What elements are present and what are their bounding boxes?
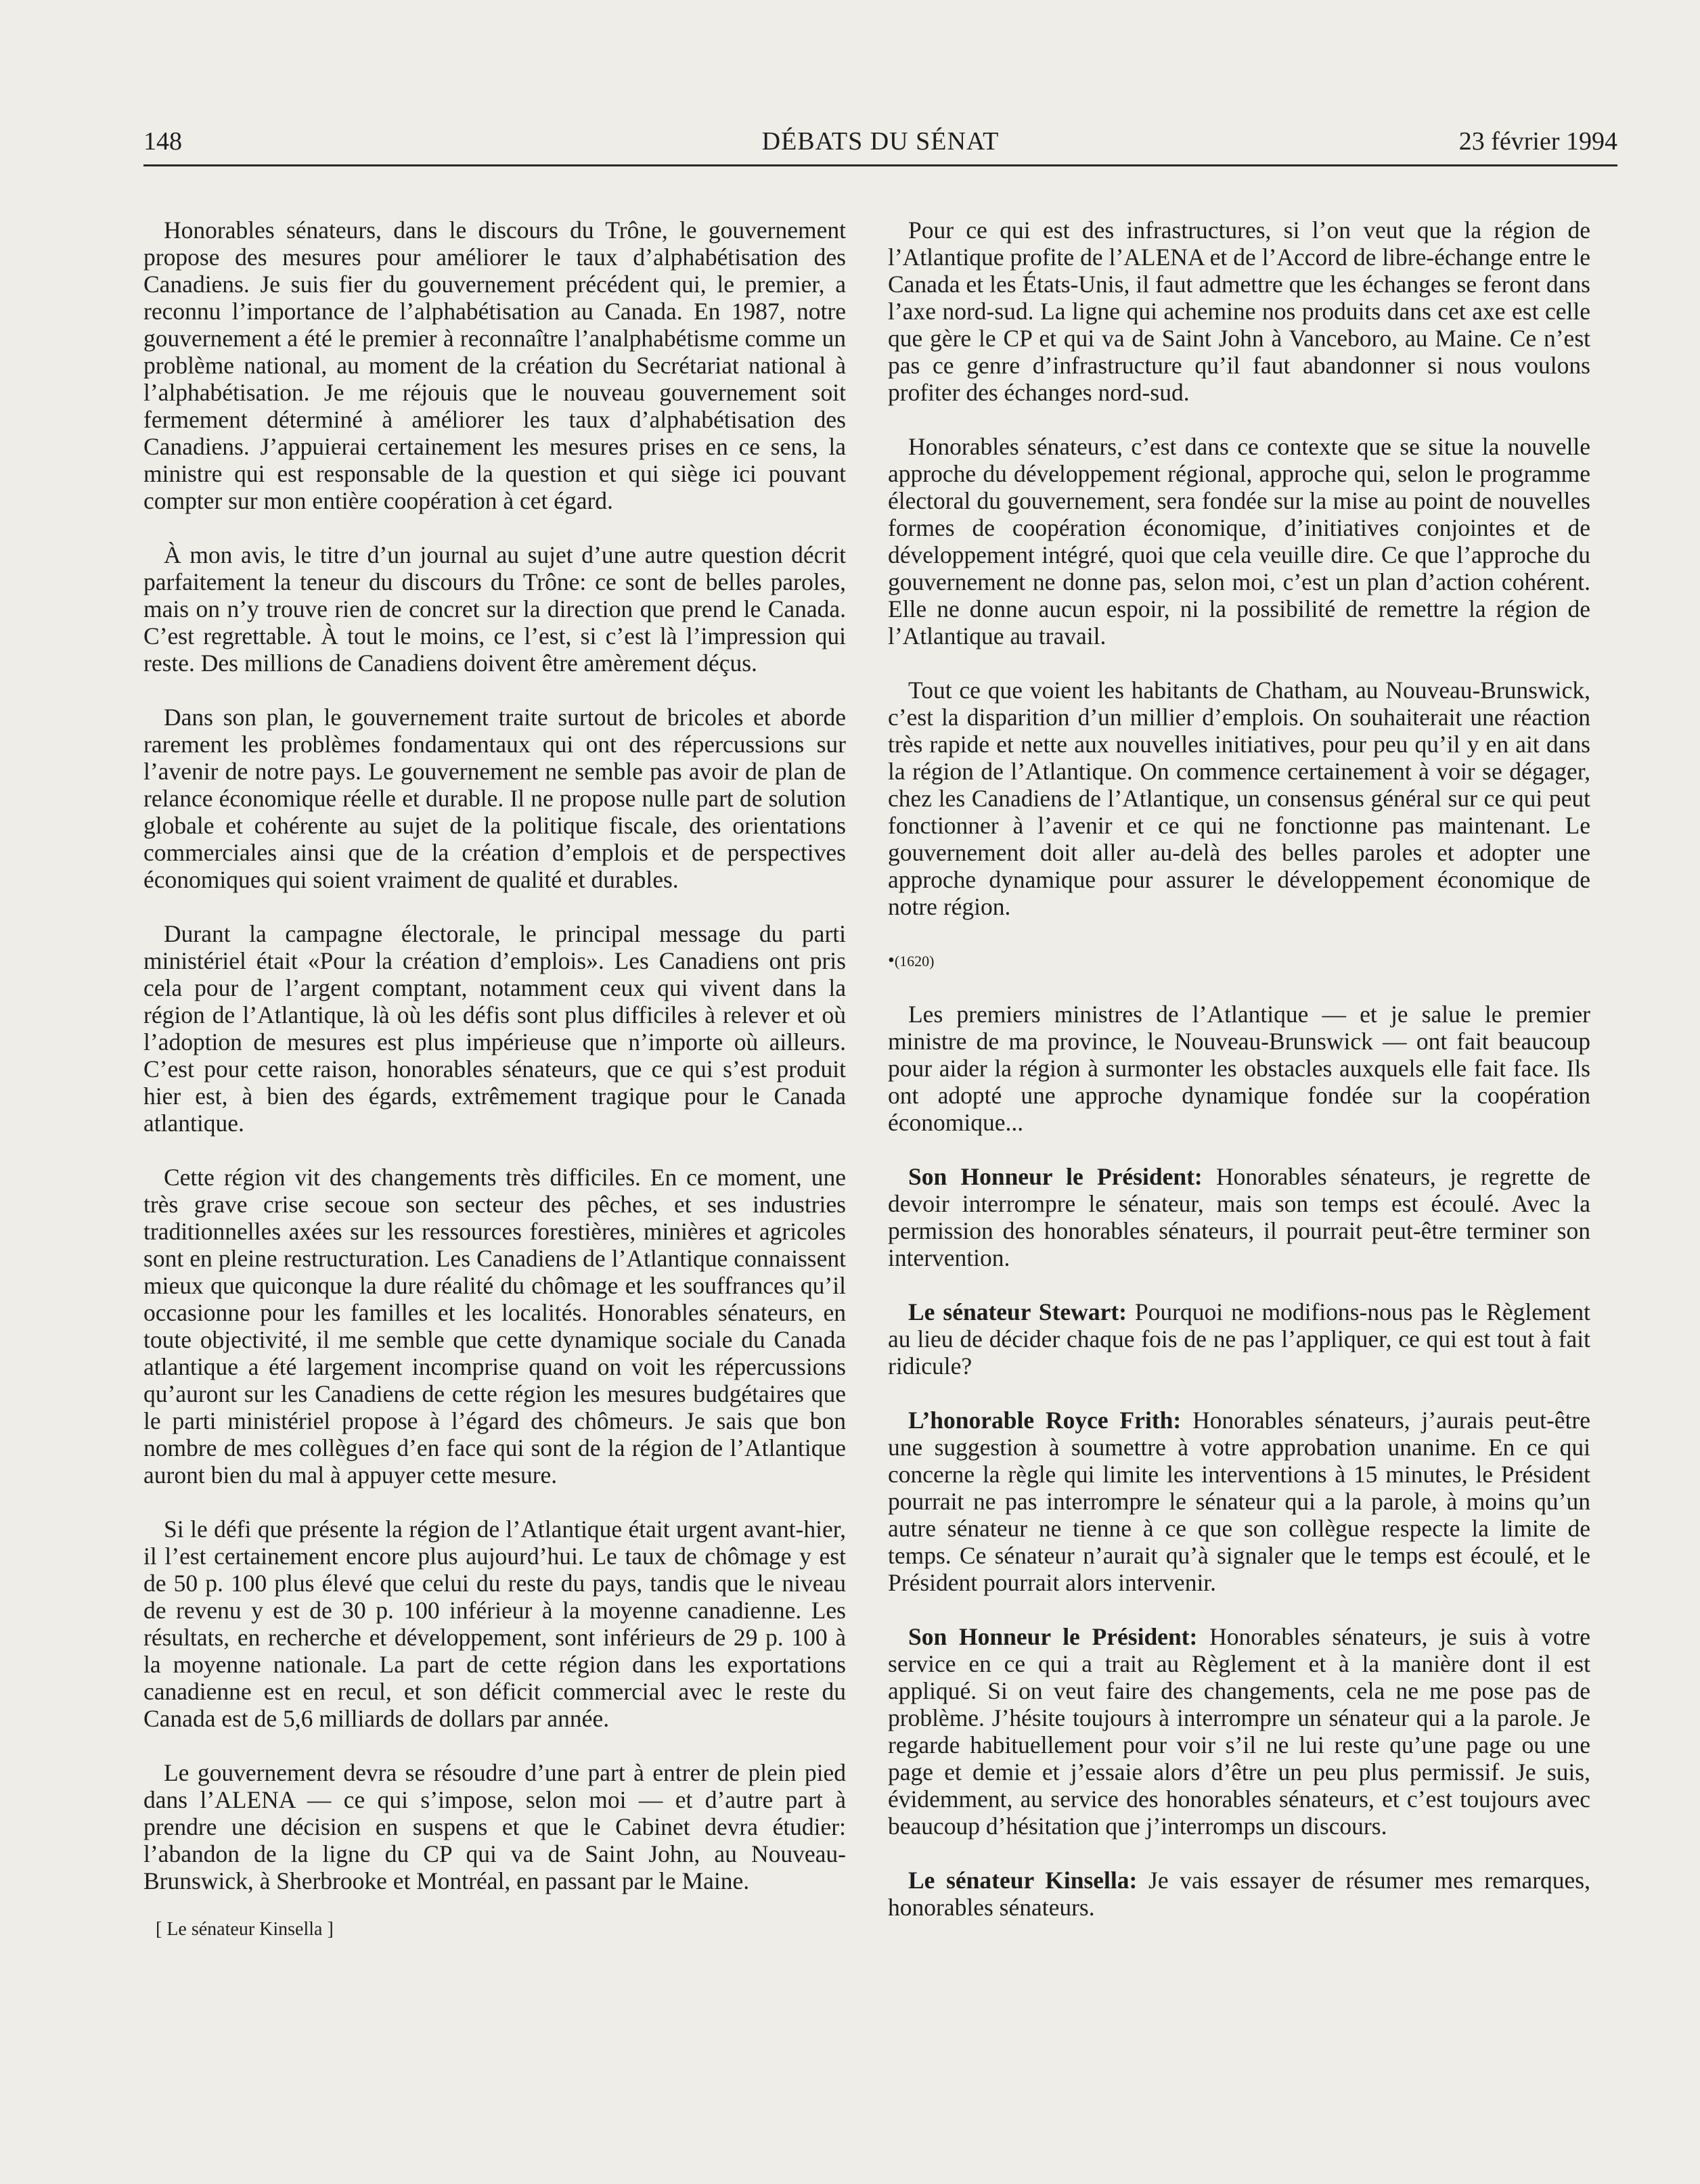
speech: [888, 1163, 1590, 1271]
bullet-icon: •: [888, 950, 895, 971]
journal-title: DÉBATS DU SÉNAT: [761, 127, 1000, 156]
speaker-name: Le sénateur Kinsella:: [908, 1867, 1138, 1894]
time-marker-label: (1620): [894, 953, 935, 970]
right-column: [888, 217, 1590, 1948]
left-column: [143, 217, 846, 1943]
time-marker: [888, 947, 1590, 975]
speech-text: Pourquoi ne modifions-nous pas le Règlement au lieu de décider chaque fois de ne pas l’appliquer, ce qui est tout à fait ridicule?: [888, 1298, 1590, 1380]
speech: [888, 1623, 1590, 1840]
paragraph: Pour ce qui est des infrastructures, si l’on veut que la région de l’Atlantique profite de l’ALENA et de l’Accord de libre-échange entre le Canada et les États-Unis, il faut admettre que les échanges se feront dans l’axe nord-sud. La ligne qui achemine nos produits dans cet axe est celle que gère le CP et qui va de Saint John à Vanceboro, au Maine. Ce n’est pas ce genre d’infrastructure qu’il faut abandonner si nous voulons profiter des échanges nord-sud.: [888, 217, 1590, 406]
speech: [888, 1407, 1590, 1596]
publication-date: 23 février 1994: [1458, 127, 1617, 156]
speech: [888, 1298, 1590, 1380]
paragraph: Dans son plan, le gouvernement traite surtout de bricoles et aborde rarement les problèmes fondamentaux qui ont des répercussions sur l’avenir de notre pays. Le gouvernement ne semble pas avoir de plan de relance économique réelle et durable. Il ne propose nulle part de solution globale et cohérente au sujet de la politique fiscale, des orientations commerciales ainsi que de la création d’emplois et de perspectives économiques qui soient vraiment de qualité et durables.: [143, 704, 846, 893]
page-number: 148: [143, 127, 182, 156]
paragraph: Les premiers ministres de l’Atlantique — et je salue le premier ministre de ma province, le Nouveau-Brunswick — ont fait beaucoup pour aider la région à surmonter les obstacles auxquels elle fait face. Ils ont adopté une approche dynamique fondée sur la coopération économique...: [888, 1001, 1590, 1136]
speaker-name: Le sénateur Stewart:: [908, 1298, 1127, 1325]
speaker-name: Son Honneur le Président:: [908, 1163, 1203, 1190]
speech-text: Je vais essayer de résumer mes remarques, honorables sénateurs.: [888, 1867, 1590, 1921]
page-header: [143, 124, 1617, 166]
paragraph: Cette région vit des changements très difficiles. En ce moment, une très grave crise secoue son secteur des pêches, et ses industries traditionnelles axées sur les ressources forestières, minières et agricoles sont en pleine restructuration. Les Canadiens de l’Atlantique connaissent mieux que quiconque la dure réalité du chômage et les souffrances qu’il occasionne pour les familles et les localités. Honorables sénateurs, en toute objectivité, il me semble que cette dynamique sociale du Canada atlantique a été largement incomprise quand on voit les répercussions qu’auront sur les Canadiens de cette région les mesures budgétaires que le parti ministériel propose à l’égard des chômeurs. Je sais que bon nombre de mes collègues d’en face qui sont de la région de l’Atlantique auront bien du mal à appuyer cette mesure.: [143, 1164, 846, 1488]
paragraph: Honorables sénateurs, dans le discours du Trône, le gouvernement propose des mesures pour améliorer le taux d’alphabétisation des Canadiens. Je suis fier du gouvernement précédent qui, le premier, a reconnu l’importance de l’alphabétisation au Canada. En 1987, notre gouvernement a été le premier à reconnaître l’analphabétisme comme un problème national, au moment de la création du Secrétariat national à l’alphabétisation. Je me réjouis que le nouveau gouvernement soit fermement déterminé à améliorer les taux d’alphabétisation des Canadiens. J’appuierai certainement les mesures prises en ce sens, la ministre qui est responsable de la question et qui siège ici pouvant compter sur mon entière coopération à cet égard.: [143, 217, 846, 514]
paragraph: Durant la campagne électorale, le principal message du parti ministériel était «Pour la création d’emplois». Les Canadiens ont pris cela pour de l’argent comptant, notamment ceux qui vivent dans la région de l’Atlantique, là où les défis sont plus difficiles à relever et où l’adoption de mesures est plus impérieuse que n’importe où ailleurs. C’est pour cette raison, honorables sénateurs, que ce qui s’est produit hier est, à bien des égards, extrêmement tragique pour le Canada atlantique.: [143, 920, 846, 1137]
speech-text: Honorables sénateurs, je suis à votre service en ce qui a trait au Règlement et à la manière dont il est appliqué. Si on veut faire des changements, cela ne me pose pas de problème. J’hésite toujours à interrompre un sénateur qui a la parole. Je regarde habituellement pour voir s’il ne lui reste qu’une page ou une page et demie et j’essaie alors d’être un peu plus permissif. Je suis, évidemment, au service des honorables sénateurs, et c’est toujours avec beaucoup d’hésitation que j’interromps un discours.: [888, 1623, 1591, 1840]
speaker-name: Son Honneur le Président:: [908, 1623, 1198, 1650]
speaker-name: L’honorable Royce Frith:: [908, 1407, 1182, 1434]
paragraph: Si le défi que présente la région de l’Atlantique était urgent avant-hier, il l’est certainement encore plus aujourd’hui. Le taux de chômage y est de 50 p. 100 plus élevé que celui du reste du pays, tandis que le niveau de revenu y est de 30 p. 100 inférieur à la moyenne canadienne. Les résultats, en recherche et développement, sont inférieurs de 29 p. 100 à la moyenne nationale. La part de cette région dans les exportations canadienne est en recul, et son déficit commercial avec le reste du Canada est de 5,6 milliards de dollars par année.: [143, 1516, 846, 1732]
speech-text: Honorables sénateurs, je regrette de devoir interrompre le sénateur, mais son temps est écoulé. Avec la permission des honorables sénateurs, il pourrait peut-être terminer son intervention.: [888, 1163, 1590, 1271]
paragraph: Tout ce que voient les habitants de Chatham, au Nouveau-Brunswick, c’est la disparition d’un millier d’emplois. On souhaiterait une réaction très rapide et nette aux nouvelles initiatives, pour peu qu’il y en ait dans la région de l’Atlantique. On commence certainement à voir se dégager, chez les Canadiens de l’Atlantique, un consensus général sur ce qui peut fonctionner à l’avenir et ce qui ne fonctionne pas maintenant. Le gouvernement doit aller au-delà des belles paroles et adopter une approche dynamique pour assurer le développement économique de notre région.: [888, 677, 1590, 920]
speaker-footnote: [ Le sénateur Kinsella ]: [156, 1919, 334, 1940]
paragraph: Le gouvernement devra se résoudre d’une part à entrer de plein pied dans l’ALENA — ce qui s’impose, selon moi — et d’autre part à prendre une décision en suspens et que le Cabinet devra étudier: l’abandon de la ligne du CP qui va de Saint John, au Nouveau-Brunswick, à Sherbrooke et Montréal, en passant par le Maine.: [143, 1759, 846, 1894]
speech: [888, 1867, 1590, 1921]
paragraph: À mon avis, le titre d’un journal au sujet d’une autre question décrit parfaitement la teneur du discours du Trône: ce sont de belles paroles, mais on n’y trouve rien de concret sur la direction que prend le Canada. C’est regrettable. À tout le moins, ce l’est, si c’est là l’impression qui reste. Des millions de Canadiens doivent être amèrement déçus.: [143, 541, 846, 677]
paragraph: Honorables sénateurs, c’est dans ce contexte que se situe la nouvelle approche du développement régional, approche qui, selon le programme électoral du gouvernement, sera fondée sur la mise au point de nouvelles formes de coopération économique, d’initiatives conjointes et de développement intégré, quoi que cela veuille dire. Ce que l’approche du gouvernement ne donne pas, selon moi, c’est un plan d’action cohérent. Elle ne donne aucun espoir, ni la possibilité de remettre la région de l’Atlantique au travail.: [888, 433, 1590, 650]
speech-text: Honorables sénateurs, j’aurais peut-être une suggestion à soumettre à votre approbation unanime. En ce qui concerne la règle qui limite les interventions à 15 minutes, le Président pourrait ne pas interrompre le sénateur qui a la parole, à moins qu’un autre sénateur ne tienne à ce que son collègue respecte la limite de temps. Ce sénateur n’aurait qu’à signaler que le temps est écoulé, et le Président pourrait alors intervenir.: [888, 1407, 1590, 1596]
